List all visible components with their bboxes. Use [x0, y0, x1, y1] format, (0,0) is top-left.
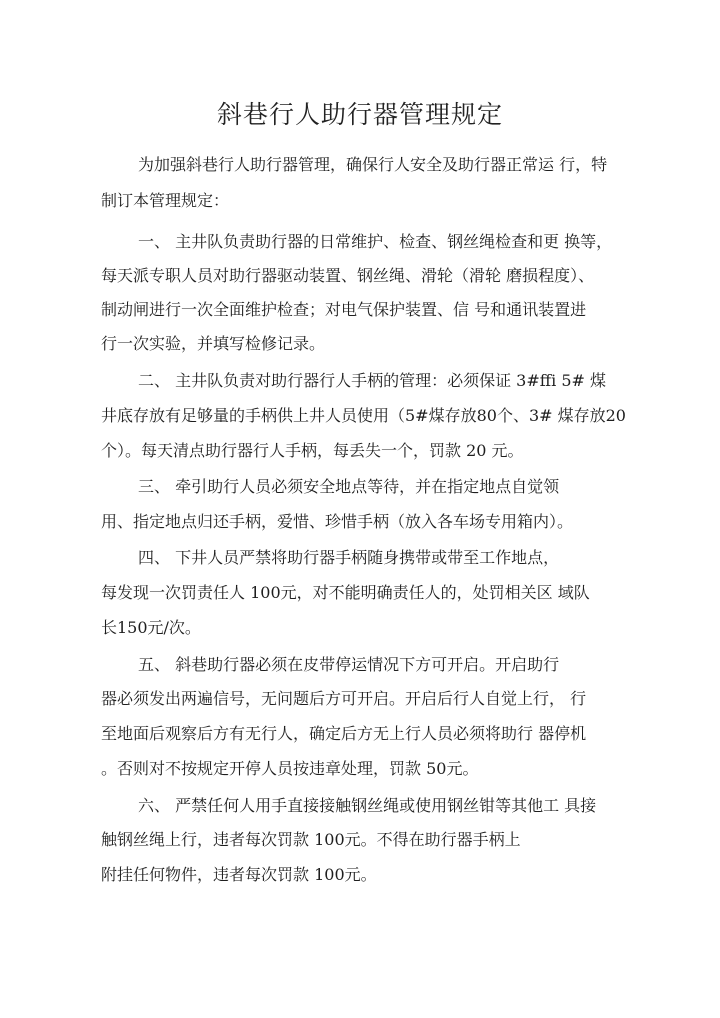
paragraph-line: 触钢丝绳上行，违者每次罚款 100元。不得在助行器手柄上: [101, 830, 521, 849]
paragraph-line: 一、 主井队负责助行器的日常维护、检查、钢丝绳检查和更 换等，: [138, 232, 613, 251]
paragraph-line: 井底存放有足够量的手柄供上井人员使用（5#煤存放80个、3# 煤存放20: [101, 406, 626, 425]
paragraph-line: 五、 斜巷助行器必须在皮带停运情况下方可开启。开启助行: [138, 655, 560, 674]
paragraph-line: 用、指定地点归还手柄，爱惜、珍惜手柄（放入各车场专用箱内）。: [101, 512, 574, 531]
paragraph-line: 制动闸进行一次全面维护检查；对电气保护装置、信 号和通讯装置进: [101, 300, 587, 319]
paragraph-line: 长150元/次。: [101, 618, 201, 637]
paragraph-line: 每发现一次罚责任人 100元，对不能明确责任人的，处罚相关区 域队: [101, 583, 590, 602]
paragraph-line: 三、 牵引助行人员必须安全地点等待，并在指定地点自觉领: [138, 477, 560, 496]
paragraph-line: 制订本管理规定：: [101, 191, 230, 210]
paragraph-line: 四、 下井人员严禁将助行器手柄随身携带或带至工作地点，: [138, 548, 560, 567]
paragraph-line: 器必须发出两遍信号，无问题后方可开启。开启后行人自觉上行， 行: [101, 689, 587, 708]
paragraph-line: 六、 严禁任何人用手直接接触钢丝绳或使用钢丝钳等其他工 具接: [138, 796, 597, 815]
paragraph-line: 个）。每天清点助行器行人手柄，每丢失一个，罚款 20 元。: [101, 441, 524, 460]
paragraph-line: 。否则对不按规定开停人员按违章处理，罚款 50元。: [101, 759, 479, 778]
paragraph-line: 为加强斜巷行人助行器管理，确保行人安全及助行器正常运 行，特: [138, 155, 608, 174]
paragraph-line: 二、 主井队负责对助行器行人手柄的管理：必须保证 3#ffi 5# 煤: [138, 371, 607, 390]
document-title: 斜巷行人助行器管理规定: [216, 100, 503, 129]
paragraph-line: 至地面后观察后方有无行人，确定后方无上行人员必须将助行 器停机: [101, 724, 587, 743]
paragraph-line: 附挂任何物件，违者每次罚款 100元。: [101, 865, 377, 884]
paragraph-line: 每天派专职人员对助行器驱动装置、钢丝绳、滑轮（滑轮 磨损程度）、: [101, 266, 595, 285]
paragraph-line: 行一次实验，并填写检修记录。: [101, 334, 326, 353]
